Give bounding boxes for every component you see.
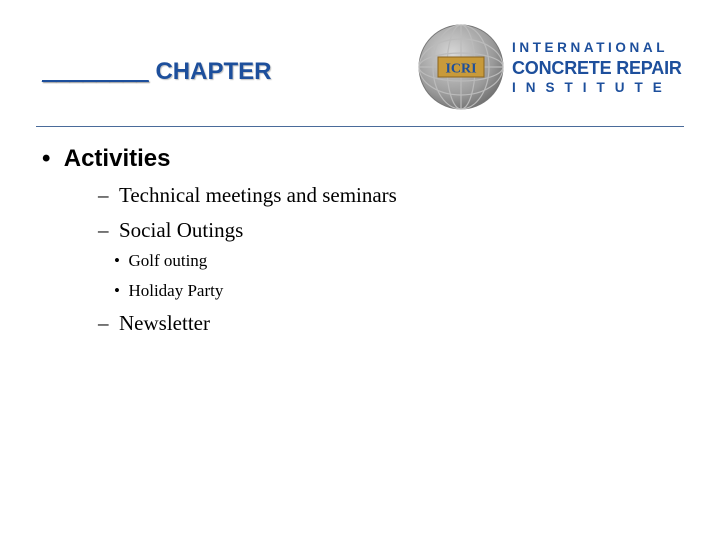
bullet-marker: •	[114, 251, 120, 270]
title-divider	[36, 126, 684, 127]
chapter-word: CHAPTER	[155, 58, 272, 85]
chapter-name-blank: ________	[42, 58, 149, 85]
list-item	[98, 311, 210, 336]
logo-line-international: INTERNATIONAL	[512, 40, 669, 55]
icri-logo	[416, 22, 696, 112]
sub-list-item	[114, 251, 207, 271]
logo-line-institute: INSTITUTE	[512, 80, 672, 95]
bullet-marker: •	[114, 281, 120, 300]
list-item	[98, 218, 243, 243]
list-item-text: Social Outings	[119, 218, 244, 242]
bullet-marker: •	[42, 145, 51, 172]
list-item-text: Technical meetings and seminars	[119, 183, 397, 207]
heading-text: Activities	[63, 145, 171, 172]
list-item-text: Newsletter	[119, 311, 210, 335]
globe-emblem-icon	[416, 22, 506, 112]
emblem-text: ICRI	[445, 61, 477, 77]
sub-list-item	[114, 281, 223, 301]
list-item	[98, 183, 397, 208]
logo-line-concrete-repair: CONCRETE REPAIR	[512, 58, 682, 78]
page-title	[42, 58, 271, 86]
sub-list-item-text: Golf outing	[128, 251, 208, 270]
heading-bullet	[42, 145, 170, 173]
logo-wordmark	[512, 40, 692, 96]
sub-list-item-text: Holiday Party	[128, 281, 224, 300]
dash-marker: –	[98, 311, 109, 335]
dash-marker: –	[98, 218, 109, 242]
dash-marker: –	[98, 183, 109, 207]
